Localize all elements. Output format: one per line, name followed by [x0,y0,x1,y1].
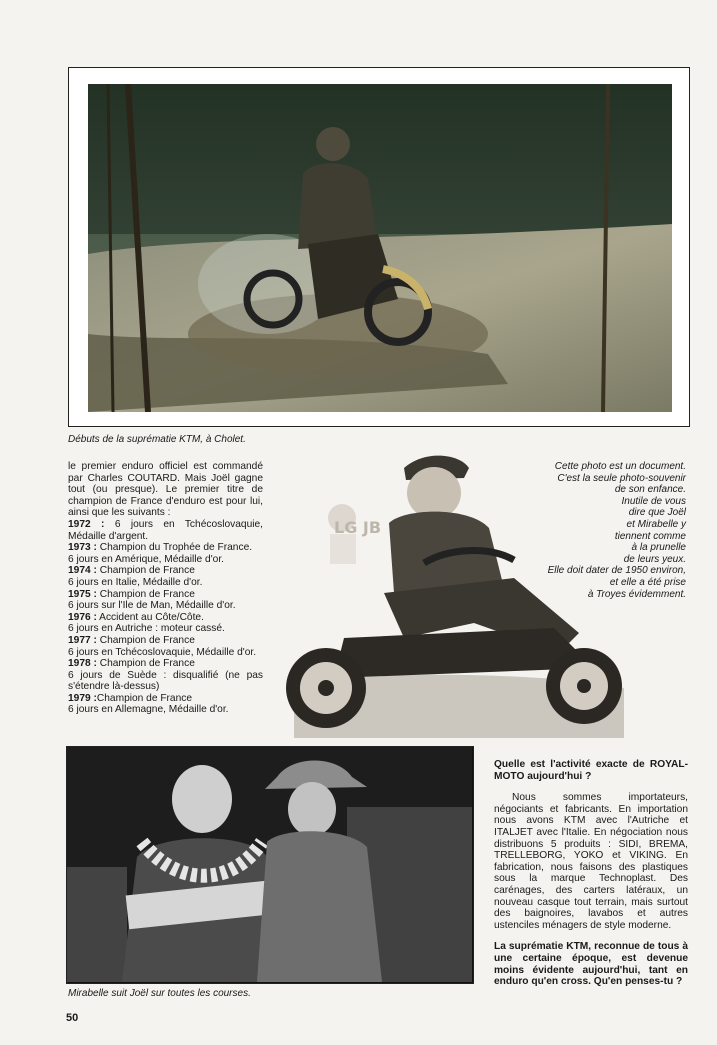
history-entry [68,600,263,612]
top-photo-caption: Débuts de la suprématie KTM, à Cholet. [68,434,246,445]
history-entry-text: 6 jours en Tchécoslovaquie, Médaille d'or. [68,646,257,658]
history-entry [68,704,263,716]
history-entry [68,647,263,659]
history-entry [68,635,263,647]
history-entry-year: 1978 : [68,658,97,670]
child-photo-caption [470,461,686,600]
history-entry-text: 6 jours en Allemagne, Médaille d'or. [68,704,229,716]
interview-text [494,759,688,988]
history-entry-text: Champion de France [96,565,195,577]
question-1: Quelle est l'activité exacte de ROYAL-MOTO aujourd'hui ? [494,759,688,782]
history-entry-text: 6 jours en Amérique, Médaille d'or. [68,553,224,565]
history-entry-text: Champion de France [96,634,195,646]
history-entry-year: 1977 : [68,634,97,646]
caption-line: C'est la seule photo-souvenir [557,472,686,484]
history-entry-text: 6 jours en Italie, Médaille d'or. [68,576,203,588]
history-entry [68,577,263,589]
history-entry-year: 1972 : [68,518,105,530]
caption-line: Inutile de vous [621,495,686,507]
history-entry [68,554,263,566]
caption-line: et Mirabelle y [626,518,686,530]
history-entry-text: 6 jours en Autriche : moteur cassé. [68,623,225,635]
history-entry-text: Champion de France [96,692,193,704]
history-entry-year: 1973 : [68,542,97,554]
bottom-photo-caption: Mirabelle suit Joël sur toutes les courses. [68,988,251,999]
history-entry-text: 6 jours sur l'Ile de Man, Médaille d'or. [68,600,236,612]
history-entry-text: 6 jours en Tchécoslovaquie, Médaille d'argent. [68,518,263,542]
history-entry-year: 1979 : [68,692,97,704]
caption-line: à la prunelle [631,542,686,554]
top-photo-frame [68,67,690,427]
question-2: La suprématie KTM, reconnue de tous à une certaine époque, est devenue moins évidente aujourd'hui, tant en enduro qu'en cross. Qu'en penses-tu ? [494,941,688,988]
history-entry [68,658,263,670]
history-entry-year: 1976 : [68,611,97,623]
watermark-logo: LG JB [334,518,382,537]
history-entry-year: 1975 : [68,588,97,600]
history-entry [68,612,263,624]
history-entry-text: Accident au Côte/Côte. [96,611,204,623]
history-entry [68,589,263,601]
caption-line: dire que Joël [628,507,686,519]
history-entries [68,519,263,716]
history-entry [68,670,263,693]
history-entry-text: Champion de France [96,588,195,600]
caption-line: et elle a été prise [609,576,686,588]
enduro-rider-photo [88,84,672,412]
history-entry [68,623,263,635]
history-entry [68,519,263,542]
history-entry-year: 1974 : [68,565,97,577]
history-entry-text: Champion du Trophée de France. [96,542,253,554]
history-entry-text: 6 jours de Suède : disqualifié (ne pas s'étendre là-dessus) [68,669,263,693]
history-entry-text: Champion de France [96,658,195,670]
history-intro: le premier enduro officiel est commandé par Charles COUTARD. Mais Joël gagne tout (ou presque). Le premier titre de champion de France d'enduro est pour lui, ainsi que les suivants : [68,461,263,519]
page-number: 50 [66,1012,79,1024]
caption-line: de leurs yeux. [623,553,686,565]
caption-line: tiennent comme [614,530,686,542]
caption-line: Cette photo est un document. [554,461,686,472]
caption-line: Elle doit dater de 1950 environ, [547,565,686,577]
caption-line: à Troyes évidemment. [587,588,686,600]
joel-and-mirabelle-photo [67,747,472,982]
caption-line: de son enfance. [614,484,686,496]
history-entry [68,693,263,705]
career-history-text [68,461,263,716]
history-entry [68,542,263,554]
bottom-photo-frame [66,746,474,984]
answer-1: Nous sommes importateurs, négociants et fabricants. En importation nous avons KTM avec l'Autriche et ITALJET avec l'Italie. En négociation nous distribuons 5 produits : SIDI, BREMA, TRELLEBORG, YOKO et VIKING. En fabrication, nous faisons des plastiques sous la marque Technoplast. Des carénages, des carters latéraux, un nouveau casque tout terrain, mais surtout des baignoires, lavabos et autres ustenciles ménagers de style moderne. [494,792,688,931]
history-entry [68,565,263,577]
